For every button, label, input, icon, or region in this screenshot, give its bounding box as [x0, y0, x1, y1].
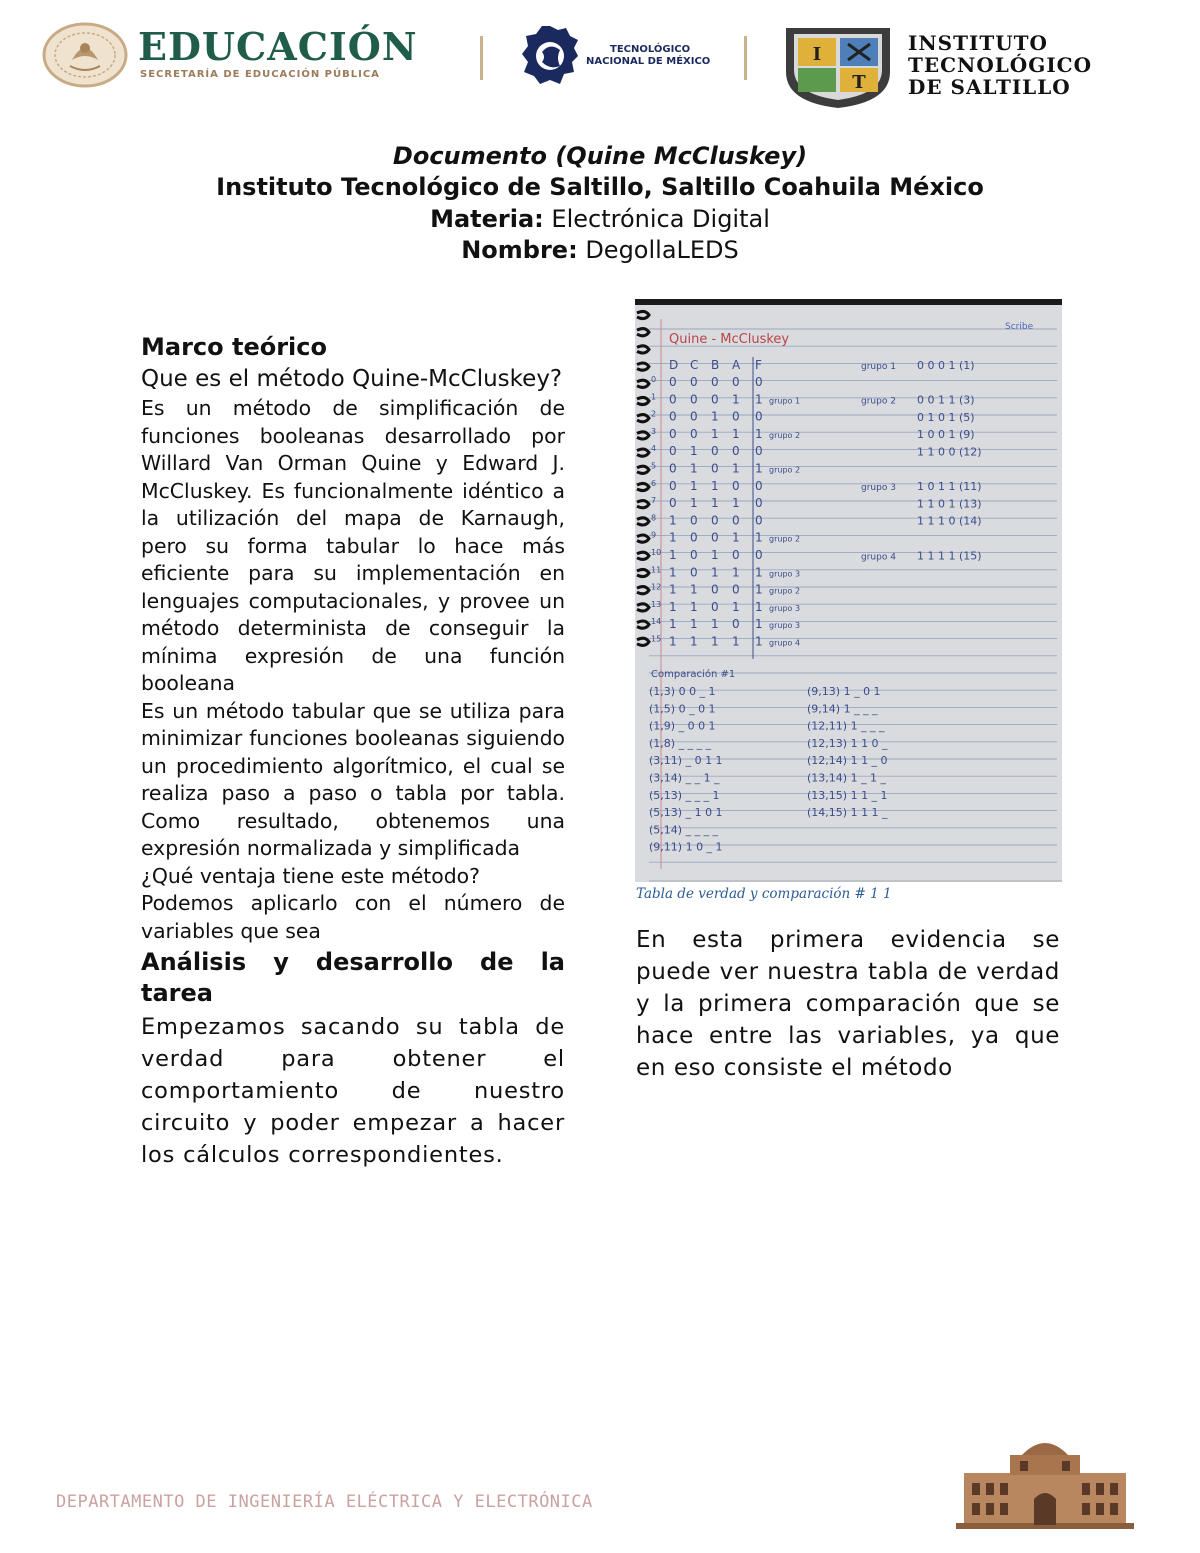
truth-cell: 1 [690, 634, 698, 649]
row-index: 12 [651, 582, 662, 592]
edu-title: EDUCACIÓN [138, 24, 418, 69]
truth-cell: 1 [732, 530, 740, 545]
truth-cell: 0 [755, 444, 763, 459]
truth-cell: 1 [690, 496, 698, 511]
comparison-left: (1,8) _ _ _ _ [649, 736, 712, 750]
truth-cell: 1 [690, 461, 698, 476]
truth-cell: 0 [732, 444, 740, 459]
header-divider [480, 36, 483, 80]
group-entry: 0 0 0 1 (1) [917, 359, 975, 372]
nombre-line [0, 236, 1200, 264]
truth-cell: 1 [755, 634, 763, 649]
row-group-label: grupo 3 [769, 621, 801, 631]
truth-cell: 1 [732, 599, 740, 614]
group-entry: 0 1 0 1 (5) [917, 410, 975, 424]
truth-cell: 1 [755, 392, 763, 407]
truth-cell: 0 [690, 565, 698, 580]
truth-cell: 1 [711, 426, 719, 441]
comparison-left: (5,13) _ 1 0 1 [649, 806, 723, 820]
svg-text:T: T [852, 72, 866, 93]
truth-cell: 0 [669, 392, 677, 407]
truth-cell: 0 [690, 375, 698, 389]
mexico-seal-logo [42, 22, 128, 88]
row-index: 15 [651, 634, 662, 644]
row-index: 4 [651, 444, 657, 454]
truth-cell: 1 [732, 461, 740, 476]
row-group-label: grupo 3 [769, 603, 801, 613]
truth-cell: 0 [755, 478, 763, 493]
truth-cell: 0 [669, 444, 677, 459]
comparison-left: (3,14) _ _ 1 _ [649, 771, 720, 785]
question-quine: Que es el método Quine-McCluskey? [141, 366, 563, 392]
row-index: 9 [651, 530, 657, 540]
truth-cell: 1 [755, 582, 763, 597]
truth-cell: 1 [711, 409, 719, 424]
group-entry: 1 1 0 0 (12) [917, 445, 982, 459]
truth-header: F [755, 358, 762, 372]
photo-title: Quine - McCluskey [669, 332, 790, 347]
truth-cell: 1 [690, 599, 698, 614]
truth-cell: 1 [669, 599, 677, 614]
comparison-left: (1,9) _ 0 0 1 [649, 719, 716, 733]
building-illustration [950, 1433, 1140, 1533]
truth-cell: 1 [711, 478, 719, 493]
notebook-photo [635, 299, 1062, 882]
row-group-label: grupo 2 [769, 586, 801, 596]
truth-cell: 1 [755, 530, 763, 545]
truth-cell: 1 [669, 530, 677, 545]
truth-cell: 0 [755, 548, 763, 562]
truth-cell: 0 [711, 530, 719, 545]
comparison-left: (3,11) _ 0 1 1 [649, 754, 723, 768]
row-group-label: grupo 1 [769, 396, 801, 406]
comparison-right: (9,14) 1 _ _ _ [807, 702, 878, 716]
row-index: 0 [651, 375, 657, 384]
truth-header: A [732, 358, 741, 372]
row-index: 3 [651, 426, 657, 436]
truth-cell: 0 [690, 513, 698, 528]
truth-cell: 0 [690, 548, 698, 562]
row-index: 2 [651, 409, 657, 419]
truth-cell: 1 [690, 444, 698, 459]
truth-cell: 1 [732, 392, 740, 407]
nombre-label: Nombre: [461, 236, 578, 264]
comparison-right: (13,14) 1 _ 1 _ [807, 771, 887, 785]
truth-cell: 0 [690, 409, 698, 424]
truth-cell: 1 [755, 461, 763, 476]
paragraph-tabular: Es un método tabular que se utiliza para minimizar funciones booleanas siguiendo un procedimiento algorítmico, el cual se realiza paso a paso o tabla por tabla. Como resultado, obtenemos una expresión normalizada y simplificada [141, 698, 565, 860]
truth-cell: 0 [732, 548, 740, 562]
truth-cell: 1 [669, 548, 677, 562]
comparison-left: (5,13) _ _ _ 1 [649, 788, 720, 802]
svg-text:I: I [812, 44, 822, 65]
truth-cell: 0 [732, 582, 740, 597]
paragraph-analisis: Empezamos sacando su tabla de verdad para obtener el comportamiento de nuestro circuito y poder empezar a hacer los cálculos correspondientes. [141, 1014, 565, 1168]
its-shield-logo [778, 22, 898, 110]
truth-cell: 1 [690, 582, 698, 597]
group-label: grupo 2 [861, 396, 896, 407]
group-entry: 1 1 1 0 (14) [917, 514, 982, 528]
nombre-value: DegollaLEDS [577, 236, 739, 264]
photo-top-edge [635, 299, 1062, 305]
truth-cell: 0 [690, 426, 698, 441]
group-entry: 0 0 1 1 (3) [917, 393, 975, 407]
truth-cell: 1 [669, 634, 677, 649]
truth-cell: 0 [732, 617, 740, 632]
row-index: 13 [651, 599, 662, 609]
heading-analisis: Análisis y desarrollo de la tarea [141, 948, 565, 1007]
paragraph-advantage: Podemos aplicarlo con el número de variables que sea [141, 891, 565, 943]
truth-cell: 1 [690, 617, 698, 632]
its-text [908, 32, 1092, 98]
truth-cell: 0 [732, 409, 740, 424]
row-group-label: grupo 2 [769, 465, 801, 475]
materia-label: Materia: [430, 205, 544, 233]
truth-cell: 1 [711, 565, 719, 580]
truth-cell: 1 [755, 565, 763, 580]
group-label: grupo 3 [861, 483, 896, 494]
comparison-right: (12,14) 1 1 _ 0 [807, 754, 888, 768]
truth-header: D [669, 358, 679, 372]
evidence-paragraph: En esta primera evidencia se puede ver nuestra tabla de verdad y la primera comparación que se hace entre las variables, ya que en eso consiste el método [636, 927, 1060, 1081]
paragraph-definition: Es un método de simplificación de funciones booleanas desarrollado por Willard Van Orman Quine y Edward J. McCluskey. Es funcionalmente idéntico a la utilización del mapa de Karnaugh, pero su forma tabular lo hace más eficiente para su implementación en lenguajes computacionales, y provee un método determinista de conseguir la mínima expresión de una función booleana [141, 396, 565, 695]
group-entry: 1 1 1 1 (15) [917, 549, 982, 563]
truth-cell: 0 [690, 392, 698, 407]
heading-marco-teorico: Marco teórico [141, 333, 327, 361]
its-line-3: DE SALTILLO [908, 75, 1071, 99]
truth-cell: 1 [732, 565, 740, 580]
truth-cell: 0 [669, 375, 677, 389]
truth-cell: 1 [755, 617, 763, 632]
truth-cell: 0 [711, 582, 719, 597]
comparison-right: (13,15) 1 1 _ 1 [807, 788, 888, 802]
document-title: Documento (Quine McCluskey) [392, 142, 808, 170]
truth-cell: 0 [711, 599, 719, 614]
comparison-right: (9,13) 1 _ 0 1 [807, 685, 881, 698]
truth-cell: 1 [690, 478, 698, 493]
row-group-label: grupo 2 [769, 430, 801, 440]
group-label: grupo 1 [861, 362, 896, 372]
truth-cell: 1 [669, 565, 677, 580]
truth-cell: 0 [669, 478, 677, 493]
truth-cell: 1 [732, 426, 740, 441]
institution-line: Instituto Tecnológico de Saltillo, Saltillo Coahuila México [216, 173, 984, 201]
truth-cell: 1 [711, 634, 719, 649]
truth-cell: 0 [732, 478, 740, 493]
its-line-1: INSTITUTO [908, 31, 1048, 55]
truth-cell: 0 [755, 375, 763, 389]
row-index: 10 [651, 548, 662, 557]
row-index: 5 [651, 461, 657, 471]
comparison-right: (12,13) 1 1 0 _ [807, 736, 888, 750]
truth-cell: 0 [732, 513, 740, 528]
row-index: 11 [651, 565, 662, 575]
row-index: 6 [651, 478, 657, 488]
row-index: 14 [651, 617, 662, 627]
tecnm-text [586, 44, 710, 68]
truth-cell: 1 [669, 513, 677, 528]
truth-cell: 0 [711, 392, 719, 407]
truth-cell: 1 [732, 496, 740, 511]
row-index: 7 [651, 496, 657, 506]
row-group-label: grupo 3 [769, 569, 801, 579]
header-divider [744, 36, 747, 80]
truth-cell: 0 [755, 513, 763, 528]
truth-cell: 0 [755, 409, 763, 424]
truth-cell: 0 [732, 375, 740, 389]
truth-cell: 1 [711, 548, 719, 562]
materia-line [0, 205, 1200, 233]
row-group-label: grupo 4 [769, 638, 801, 648]
question-advantage: ¿Qué ventaja tiene este método? [141, 863, 480, 888]
tecnm-logo [520, 24, 580, 88]
truth-cell: 1 [755, 599, 763, 614]
comparison-right: (12,11) 1 _ _ _ [807, 719, 885, 733]
comparison-title: Comparación #1 [651, 669, 736, 680]
materia-value: Electrónica Digital [543, 205, 770, 233]
row-index: 8 [651, 513, 657, 523]
truth-cell: 1 [732, 634, 740, 649]
tecnm-line-1: TECNOLÓGICO [610, 44, 691, 55]
truth-cell: 1 [669, 617, 677, 632]
edu-subtitle: SECRETARÍA DE EDUCACIÓN PÚBLICA [140, 69, 380, 80]
truth-cell: 0 [690, 530, 698, 545]
row-index: 1 [651, 392, 657, 402]
truth-cell: 1 [755, 426, 763, 441]
truth-cell: 0 [669, 409, 677, 424]
left-column [141, 332, 565, 1171]
photo-caption: Tabla de verdad y comparación # 1 1 [636, 886, 892, 902]
comparison-right: (14,15) 1 1 1 _ [807, 806, 888, 820]
truth-header: B [711, 358, 720, 372]
truth-cell: 0 [755, 496, 763, 511]
row-group-label: grupo 2 [769, 534, 801, 544]
comparison-left: (1,5) 0 _ 0 1 [649, 702, 716, 716]
group-label: grupo 4 [861, 552, 896, 563]
truth-cell: 1 [711, 496, 719, 511]
truth-cell: 0 [711, 444, 719, 459]
group-entry: 1 1 0 1 (13) [917, 497, 982, 511]
footer-department: DEPARTAMENTO DE INGENIERÍA ELÉCTRICA Y ELECTRÓNICA [56, 1492, 593, 1512]
comparison-left: (1,3) 0 0 _ 1 [649, 685, 716, 698]
truth-cell: 0 [711, 461, 719, 476]
group-entry: 1 0 1 1 (11) [917, 480, 982, 494]
comparison-left: (5,14) _ _ _ _ [649, 823, 719, 837]
truth-cell: 0 [711, 513, 719, 528]
truth-cell: 0 [669, 461, 677, 476]
truth-cell: 0 [669, 496, 677, 511]
photo-top-right: Scribe [1005, 322, 1034, 332]
tecnm-line-2: NACIONAL DE MÉXICO [586, 56, 711, 67]
truth-cell: 0 [669, 426, 677, 441]
truth-cell: 1 [711, 617, 719, 632]
truth-cell: 1 [669, 582, 677, 597]
its-line-2: TECNOLÓGICO [908, 53, 1093, 77]
truth-header: C [690, 358, 699, 372]
group-entry: 1 0 0 1 (9) [917, 428, 975, 442]
truth-cell: 0 [711, 375, 719, 389]
comparison-left: (9,11) 1 0 _ 1 [649, 840, 723, 854]
